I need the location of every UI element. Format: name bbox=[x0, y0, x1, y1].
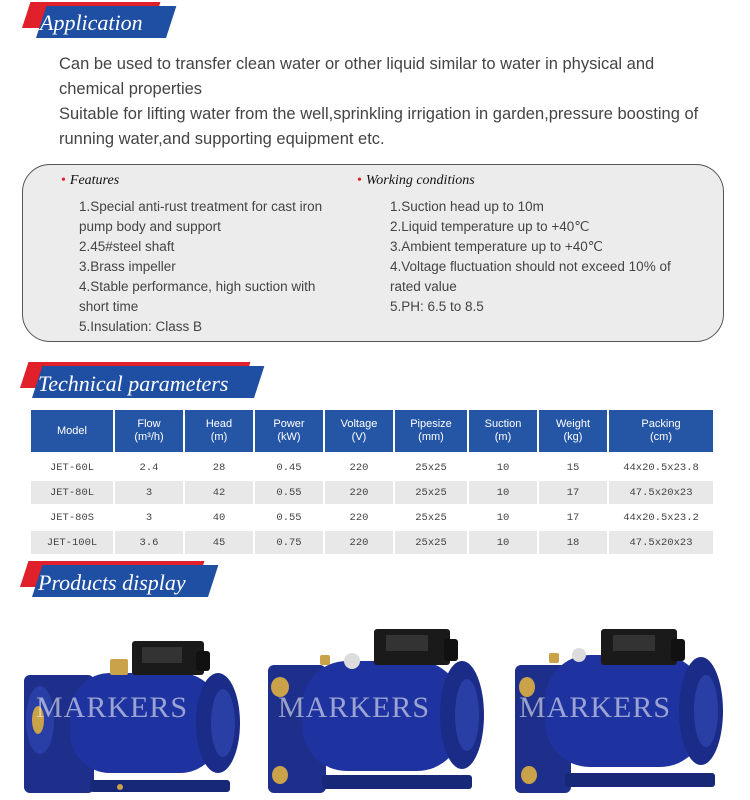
application-line-2: Suitable for lifting water from the well,sprinkling irrigation in garden,pressure boosting of running water,and supporting equipment etc. bbox=[59, 105, 699, 148]
table-cell: 10 bbox=[469, 481, 537, 506]
watermark-text: MARKERS bbox=[519, 691, 672, 724]
table-cell: 0.75 bbox=[255, 531, 323, 556]
table-cell: 18 bbox=[539, 531, 607, 556]
table-cell: JET-80L bbox=[31, 481, 113, 506]
working-title: Working conditions bbox=[365, 173, 475, 188]
col-header-suction: Suction (m) bbox=[469, 410, 537, 456]
col-header-voltage: Voltage (V) bbox=[325, 410, 393, 456]
table-cell: 10 bbox=[469, 506, 537, 531]
col-header-power: Power (kW) bbox=[255, 410, 323, 456]
table-cell: 0.55 bbox=[255, 506, 323, 531]
col-header-packing: Packing (cm) bbox=[609, 410, 713, 456]
working-item: 1.Suction head up to 10m bbox=[390, 199, 544, 214]
technical-title: Technical parameters bbox=[38, 371, 229, 396]
table-cell: 42 bbox=[185, 481, 253, 506]
technical-header bbox=[20, 362, 260, 402]
table-cell: 10 bbox=[469, 456, 537, 481]
table-cell: 17 bbox=[539, 506, 607, 531]
table-cell: 44x20.5x23.8 bbox=[609, 456, 713, 481]
table-header-row bbox=[31, 410, 713, 456]
table-cell: 25x25 bbox=[395, 481, 467, 506]
product-image-2 bbox=[262, 625, 497, 795]
feature-item: 1.Special anti-rust treatment for cast iron pump body and support bbox=[79, 199, 323, 234]
table-cell: 220 bbox=[325, 456, 393, 481]
features-box bbox=[22, 164, 724, 342]
table-cell: 3 bbox=[115, 506, 183, 531]
col-header-head: Head (m) bbox=[185, 410, 253, 456]
table-cell: 28 bbox=[185, 456, 253, 481]
technical-table bbox=[29, 410, 715, 556]
bullet-dot-icon: • bbox=[357, 173, 362, 188]
features-title: Features bbox=[69, 173, 120, 188]
table-row bbox=[31, 531, 713, 556]
col-header-pipesize: Pipesize (mm) bbox=[395, 410, 467, 456]
table-cell: 0.55 bbox=[255, 481, 323, 506]
table-cell: 47.5x20x23 bbox=[609, 531, 713, 556]
table-cell: 44x20.5x23.2 bbox=[609, 506, 713, 531]
products-title: Products display bbox=[38, 570, 186, 595]
table-cell: 47.5x20x23 bbox=[609, 481, 713, 506]
table-cell: 0.45 bbox=[255, 456, 323, 481]
table-row bbox=[31, 456, 713, 481]
table-cell: 17 bbox=[539, 481, 607, 506]
working-item: 4.Voltage fluctuation should not exceed 10% of rated value bbox=[390, 259, 671, 294]
feature-item: 2.45#steel shaft bbox=[79, 239, 175, 254]
table-cell: JET-80S bbox=[31, 506, 113, 531]
table-cell: 25x25 bbox=[395, 531, 467, 556]
table-cell: JET-60L bbox=[31, 456, 113, 481]
product-image-1 bbox=[20, 625, 255, 795]
table-cell: 220 bbox=[325, 481, 393, 506]
working-column bbox=[357, 173, 677, 317]
table-cell: 2.4 bbox=[115, 456, 183, 481]
table-cell: 220 bbox=[325, 506, 393, 531]
table-cell: 40 bbox=[185, 506, 253, 531]
col-header-flow: Flow (m³/h) bbox=[115, 410, 183, 456]
working-item: 5.PH: 6.5 to 8.5 bbox=[390, 299, 484, 314]
bullet-dot-icon: • bbox=[61, 173, 66, 188]
feature-item: 5.Insulation: Class B bbox=[79, 319, 203, 334]
application-line-1: Can be used to transfer clean water or other liquid similar to water in physical and chemical properties bbox=[59, 55, 655, 98]
working-heading bbox=[357, 173, 677, 189]
table-cell: 10 bbox=[469, 531, 537, 556]
table-cell: JET-100L bbox=[31, 531, 113, 556]
application-text bbox=[59, 52, 719, 152]
table-cell: 3.6 bbox=[115, 531, 183, 556]
feature-item: 4.Stable performance, high suction with short time bbox=[79, 279, 316, 314]
product-image-3 bbox=[505, 625, 740, 795]
watermark-text: MARKERS bbox=[36, 691, 189, 724]
table-cell: 3 bbox=[115, 481, 183, 506]
working-item: 3.Ambient temperature up to +40℃ bbox=[390, 239, 603, 254]
table-cell: 25x25 bbox=[395, 506, 467, 531]
table-cell: 15 bbox=[539, 456, 607, 481]
features-column bbox=[61, 173, 341, 337]
watermark-text: MARKERS bbox=[278, 691, 431, 724]
col-header-model: Model bbox=[31, 410, 113, 456]
feature-item: 3.Brass impeller bbox=[79, 259, 176, 274]
working-item: 2.Liquid temperature up to +40℃ bbox=[390, 219, 590, 234]
products-header bbox=[20, 561, 230, 601]
table-cell: 220 bbox=[325, 531, 393, 556]
features-heading bbox=[61, 173, 341, 189]
table-cell: 45 bbox=[185, 531, 253, 556]
table-row bbox=[31, 481, 713, 506]
application-header bbox=[22, 2, 172, 42]
table-cell: 25x25 bbox=[395, 456, 467, 481]
application-title: Application bbox=[40, 10, 143, 35]
col-header-weight: Weight (kg) bbox=[539, 410, 607, 456]
table-row bbox=[31, 506, 713, 531]
